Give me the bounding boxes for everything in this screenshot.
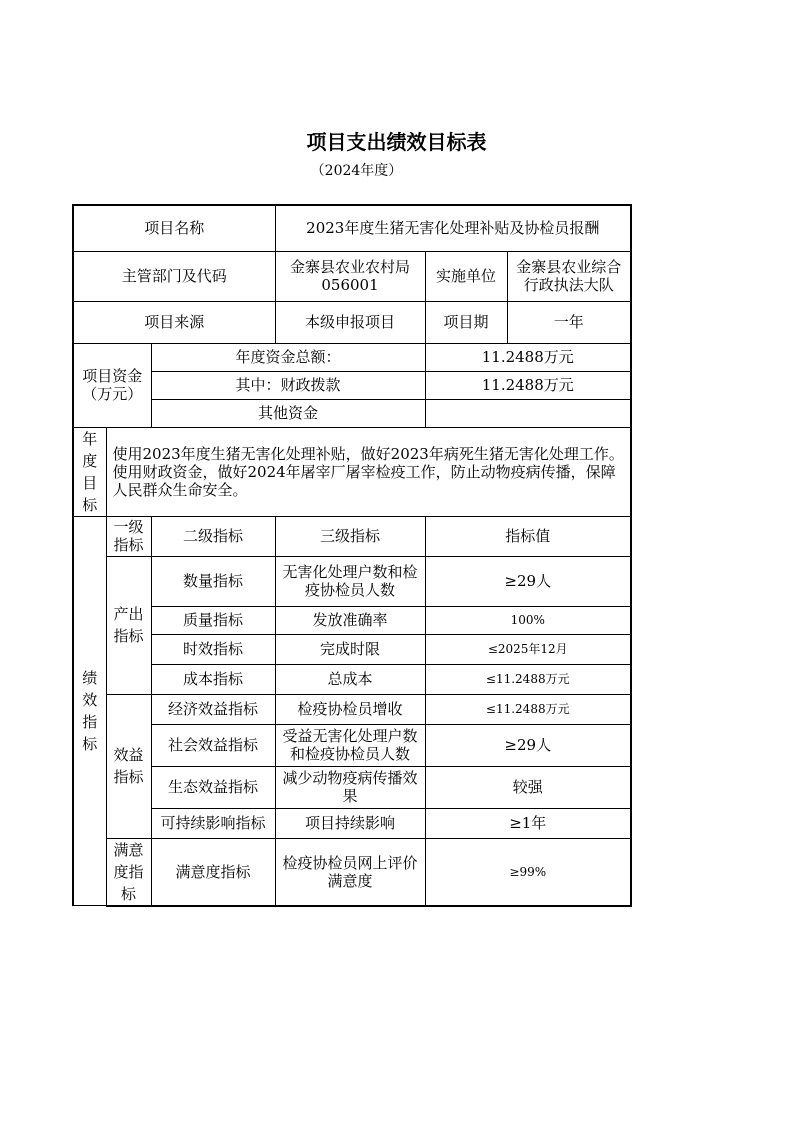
header-l2: 二级指标	[151, 516, 275, 556]
indicator-l2: 成本指标	[151, 664, 275, 694]
funds-total-label: 年度资金总额：	[151, 343, 425, 371]
indicator-l2: 生态效益指标	[151, 766, 275, 808]
output-label: 产出指标	[106, 556, 151, 694]
funds-fiscal-label: 其中：财政拨款	[151, 371, 425, 399]
header-l1: 一级指标	[106, 516, 151, 556]
indicator-l3: 减少动物疫病传播效果	[275, 766, 425, 808]
funds-other-value	[425, 399, 631, 427]
performance-table	[72, 204, 632, 907]
indicator-value: ≥29人	[425, 556, 631, 606]
goal-text: 使用2023年度生猪无害化处理补贴，做好2023年病死生猪无害化处理工作。使用财政资金，做好2024年屠宰厂屠宰检疫工作，防止动物疫病传播，保障人民群众生命安全。	[106, 427, 631, 516]
indicator-value: ≤2025年12月	[425, 634, 631, 664]
indicator-l2: 质量指标	[151, 606, 275, 634]
indicator-l2: 可持续影响指标	[151, 808, 275, 838]
dept-value: 金寨县农业农村局056001	[275, 251, 425, 301]
indicator-l3: 完成时限	[275, 634, 425, 664]
page-title: 项目支出绩效目标表	[306, 130, 487, 154]
period-value: 一年	[507, 301, 631, 343]
indicator-l3: 无害化处理户数和检疫协检员人数	[275, 556, 425, 606]
indicator-value: ≥29人	[425, 724, 631, 766]
header-l3: 三级指标	[275, 516, 425, 556]
indicator-l3: 检疫协检员网上评价满意度	[275, 838, 425, 906]
header-value: 指标值	[425, 516, 631, 556]
impl-label: 实施单位	[425, 251, 507, 301]
funds-total-value: 11.2488万元	[425, 343, 631, 371]
period-label: 项目期	[425, 301, 507, 343]
page-subtitle: （2024年度）	[310, 163, 403, 179]
funds-other-label: 其他资金	[151, 399, 425, 427]
project-name-label: 项目名称	[73, 205, 275, 251]
funds-label: 项目资金 （万元）	[73, 343, 151, 427]
satisfaction-label: 满意度指标	[106, 838, 151, 906]
source-value: 本级申报项目	[275, 301, 425, 343]
indicators-label: 绩效指标	[73, 516, 106, 906]
indicator-l2: 满意度指标	[151, 838, 275, 906]
indicator-value: ≥1年	[425, 808, 631, 838]
funds-fiscal-value: 11.2488万元	[425, 371, 631, 399]
indicator-l3: 总成本	[275, 664, 425, 694]
indicator-l3: 项目持续影响	[275, 808, 425, 838]
indicator-l2: 数量指标	[151, 556, 275, 606]
indicator-value: ≥99%	[425, 838, 631, 906]
goal-label: 年度目标	[73, 427, 106, 516]
indicator-l2: 社会效益指标	[151, 724, 275, 766]
indicator-value: 较强	[425, 766, 631, 808]
impl-value: 金寨县农业综合行政执法大队	[507, 251, 631, 301]
dept-label: 主管部门及代码	[73, 251, 275, 301]
indicator-l3: 发放准确率	[275, 606, 425, 634]
project-name-value: 2023年度生猪无害化处理补贴及协检员报酬	[275, 205, 631, 251]
indicator-value: ≤11.2488万元	[425, 664, 631, 694]
indicator-l2: 时效指标	[151, 634, 275, 664]
benefit-label: 效益指标	[106, 694, 151, 838]
indicator-l2: 经济效益指标	[151, 694, 275, 724]
indicator-value: 100%	[425, 606, 631, 634]
indicator-l3: 受益无害化处理户数和检疫协检员人数	[275, 724, 425, 766]
source-label: 项目来源	[73, 301, 275, 343]
indicator-value: ≤11.2488万元	[425, 694, 631, 724]
indicator-l3: 检疫协检员增收	[275, 694, 425, 724]
